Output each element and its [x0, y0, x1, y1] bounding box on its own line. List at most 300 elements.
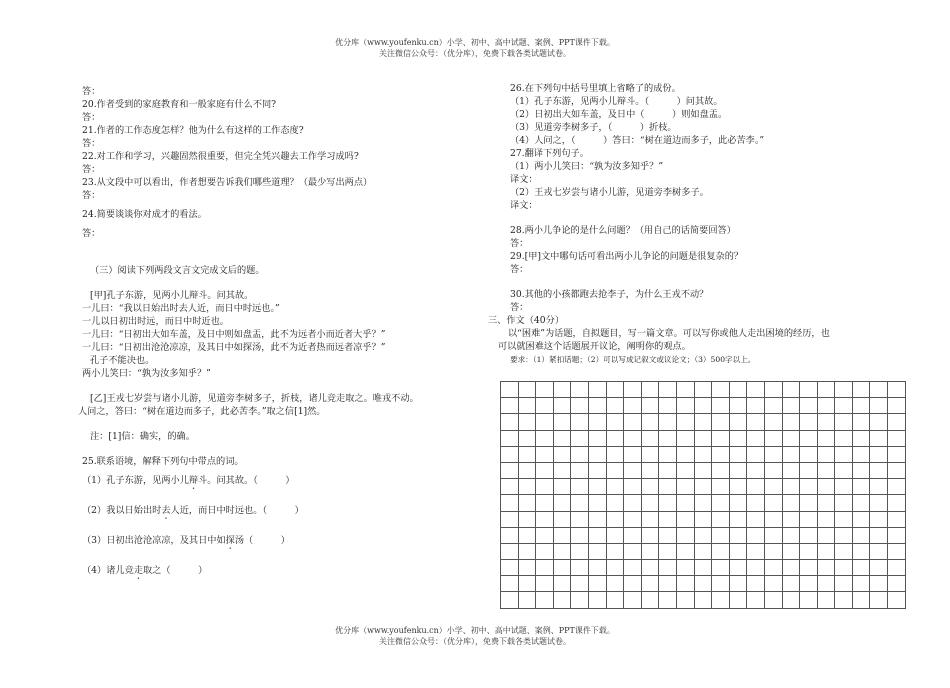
grid-cell[interactable] [835, 543, 853, 559]
grid-cell[interactable] [676, 398, 694, 414]
grid-cell[interactable] [641, 592, 659, 608]
grid-cell[interactable] [588, 398, 606, 414]
grid-cell[interactable] [606, 462, 624, 478]
grid-cell[interactable] [676, 430, 694, 446]
grid-cell[interactable] [676, 495, 694, 511]
grid-cell[interactable] [659, 446, 677, 462]
grid-cell[interactable] [888, 511, 906, 527]
grid-cell[interactable] [870, 592, 888, 608]
grid-cell[interactable] [536, 543, 554, 559]
grid-cell[interactable] [800, 527, 818, 543]
grid-cell[interactable] [835, 398, 853, 414]
grid-cell[interactable] [606, 511, 624, 527]
grid-cell[interactable] [606, 479, 624, 495]
grid-cell[interactable] [817, 543, 835, 559]
grid-cell[interactable] [782, 576, 800, 592]
grid-cell[interactable] [888, 592, 906, 608]
grid-cell[interactable] [852, 495, 870, 511]
grid-cell[interactable] [800, 543, 818, 559]
grid-cell[interactable] [764, 382, 782, 398]
grid-cell[interactable] [712, 560, 730, 576]
grid-cell[interactable] [712, 511, 730, 527]
grid-cell[interactable] [800, 430, 818, 446]
grid-cell[interactable] [800, 446, 818, 462]
grid-cell[interactable] [694, 462, 712, 478]
grid-cell[interactable] [624, 560, 642, 576]
grid-cell[interactable] [676, 462, 694, 478]
grid-cell[interactable] [553, 446, 571, 462]
grid-cell[interactable] [588, 479, 606, 495]
grid-cell[interactable] [536, 511, 554, 527]
grid-cell[interactable] [536, 576, 554, 592]
grid-cell[interactable] [888, 430, 906, 446]
grid-cell[interactable] [888, 479, 906, 495]
grid-cell[interactable] [641, 462, 659, 478]
grid-cell[interactable] [536, 430, 554, 446]
grid-cell[interactable] [588, 430, 606, 446]
grid-cell[interactable] [870, 576, 888, 592]
grid-cell[interactable] [676, 414, 694, 430]
grid-cell[interactable] [800, 414, 818, 430]
grid-cell[interactable] [571, 511, 589, 527]
grid-cell[interactable] [870, 430, 888, 446]
grid-cell[interactable] [888, 543, 906, 559]
grid-cell[interactable] [870, 560, 888, 576]
grid-cell[interactable] [659, 430, 677, 446]
grid-cell[interactable] [852, 560, 870, 576]
grid-cell[interactable] [518, 527, 536, 543]
grid-cell[interactable] [641, 527, 659, 543]
grid-cell[interactable] [835, 382, 853, 398]
grid-cell[interactable] [518, 543, 536, 559]
grid-cell[interactable] [659, 592, 677, 608]
grid-cell[interactable] [518, 414, 536, 430]
grid-cell[interactable] [817, 462, 835, 478]
grid-cell[interactable] [729, 576, 747, 592]
grid-cell[interactable] [659, 511, 677, 527]
grid-cell[interactable] [782, 382, 800, 398]
grid-cell[interactable] [659, 576, 677, 592]
grid-cell[interactable] [729, 430, 747, 446]
grid-cell[interactable] [852, 414, 870, 430]
grid-cell[interactable] [835, 527, 853, 543]
grid-cell[interactable] [870, 462, 888, 478]
grid-cell[interactable] [729, 560, 747, 576]
grid-cell[interactable] [624, 479, 642, 495]
grid-cell[interactable] [536, 462, 554, 478]
grid-cell[interactable] [553, 398, 571, 414]
grid-cell[interactable] [852, 511, 870, 527]
grid-cell[interactable] [624, 414, 642, 430]
grid-cell[interactable] [764, 479, 782, 495]
grid-cell[interactable] [536, 495, 554, 511]
grid-cell[interactable] [606, 382, 624, 398]
grid-cell[interactable] [694, 511, 712, 527]
grid-cell[interactable] [659, 560, 677, 576]
grid-cell[interactable] [729, 495, 747, 511]
grid-cell[interactable] [694, 592, 712, 608]
grid-cell[interactable] [747, 430, 765, 446]
grid-cell[interactable] [588, 511, 606, 527]
grid-cell[interactable] [852, 462, 870, 478]
grid-cell[interactable] [817, 414, 835, 430]
grid-cell[interactable] [782, 398, 800, 414]
grid-cell[interactable] [553, 543, 571, 559]
grid-cell[interactable] [729, 382, 747, 398]
grid-cell[interactable] [782, 462, 800, 478]
grid-cell[interactable] [782, 430, 800, 446]
grid-cell[interactable] [729, 479, 747, 495]
grid-cell[interactable] [712, 382, 730, 398]
grid-cell[interactable] [712, 414, 730, 430]
grid-cell[interactable] [641, 430, 659, 446]
grid-cell[interactable] [817, 511, 835, 527]
grid-cell[interactable] [852, 576, 870, 592]
grid-cell[interactable] [553, 592, 571, 608]
grid-cell[interactable] [553, 527, 571, 543]
grid-cell[interactable] [676, 576, 694, 592]
grid-cell[interactable] [747, 398, 765, 414]
grid-cell[interactable] [501, 511, 519, 527]
grid-cell[interactable] [764, 398, 782, 414]
grid-cell[interactable] [835, 414, 853, 430]
grid-cell[interactable] [729, 414, 747, 430]
grid-cell[interactable] [712, 576, 730, 592]
grid-cell[interactable] [747, 576, 765, 592]
grid-cell[interactable] [676, 592, 694, 608]
grid-cell[interactable] [712, 446, 730, 462]
grid-cell[interactable] [501, 446, 519, 462]
grid-cell[interactable] [676, 479, 694, 495]
grid-cell[interactable] [624, 543, 642, 559]
grid-cell[interactable] [888, 527, 906, 543]
grid-cell[interactable] [712, 479, 730, 495]
grid-cell[interactable] [588, 446, 606, 462]
grid-cell[interactable] [501, 414, 519, 430]
grid-cell[interactable] [747, 543, 765, 559]
grid-cell[interactable] [870, 495, 888, 511]
grid-cell[interactable] [747, 527, 765, 543]
grid-cell[interactable] [641, 511, 659, 527]
grid-cell[interactable] [800, 592, 818, 608]
grid-cell[interactable] [694, 398, 712, 414]
grid-cell[interactable] [817, 430, 835, 446]
grid-cell[interactable] [501, 592, 519, 608]
grid-cell[interactable] [782, 446, 800, 462]
grid-cell[interactable] [588, 462, 606, 478]
grid-cell[interactable] [571, 543, 589, 559]
grid-cell[interactable] [588, 414, 606, 430]
grid-cell[interactable] [659, 479, 677, 495]
grid-cell[interactable] [536, 382, 554, 398]
grid-cell[interactable] [571, 527, 589, 543]
grid-cell[interactable] [641, 576, 659, 592]
grid-cell[interactable] [817, 479, 835, 495]
grid-cell[interactable] [518, 382, 536, 398]
grid-cell[interactable] [782, 592, 800, 608]
grid-cell[interactable] [747, 414, 765, 430]
grid-cell[interactable] [747, 511, 765, 527]
grid-cell[interactable] [782, 560, 800, 576]
grid-cell[interactable] [852, 398, 870, 414]
grid-cell[interactable] [888, 398, 906, 414]
grid-cell[interactable] [553, 576, 571, 592]
grid-cell[interactable] [852, 479, 870, 495]
grid-cell[interactable] [729, 527, 747, 543]
grid-cell[interactable] [518, 592, 536, 608]
grid-cell[interactable] [764, 560, 782, 576]
grid-cell[interactable] [659, 382, 677, 398]
grid-cell[interactable] [800, 462, 818, 478]
grid-cell[interactable] [835, 479, 853, 495]
grid-cell[interactable] [571, 430, 589, 446]
grid-cell[interactable] [588, 382, 606, 398]
grid-cell[interactable] [501, 576, 519, 592]
grid-cell[interactable] [659, 462, 677, 478]
grid-cell[interactable] [712, 462, 730, 478]
grid-cell[interactable] [835, 576, 853, 592]
grid-cell[interactable] [518, 479, 536, 495]
grid-cell[interactable] [694, 543, 712, 559]
grid-cell[interactable] [817, 576, 835, 592]
grid-cell[interactable] [641, 495, 659, 511]
grid-cell[interactable] [518, 446, 536, 462]
grid-cell[interactable] [694, 527, 712, 543]
grid-cell[interactable] [571, 462, 589, 478]
grid-cell[interactable] [782, 479, 800, 495]
grid-cell[interactable] [817, 398, 835, 414]
grid-cell[interactable] [712, 398, 730, 414]
grid-cell[interactable] [624, 527, 642, 543]
grid-cell[interactable] [888, 576, 906, 592]
grid-cell[interactable] [571, 398, 589, 414]
grid-cell[interactable] [606, 430, 624, 446]
grid-cell[interactable] [536, 414, 554, 430]
grid-cell[interactable] [571, 560, 589, 576]
grid-cell[interactable] [571, 495, 589, 511]
grid-cell[interactable] [553, 382, 571, 398]
grid-cell[interactable] [870, 543, 888, 559]
grid-cell[interactable] [641, 479, 659, 495]
grid-cell[interactable] [606, 414, 624, 430]
grid-cell[interactable] [624, 462, 642, 478]
grid-cell[interactable] [835, 511, 853, 527]
grid-cell[interactable] [553, 495, 571, 511]
grid-cell[interactable] [588, 527, 606, 543]
grid-cell[interactable] [659, 495, 677, 511]
grid-cell[interactable] [536, 446, 554, 462]
grid-cell[interactable] [588, 560, 606, 576]
grid-cell[interactable] [624, 576, 642, 592]
grid-cell[interactable] [888, 462, 906, 478]
grid-cell[interactable] [694, 576, 712, 592]
grid-cell[interactable] [835, 560, 853, 576]
grid-cell[interactable] [676, 527, 694, 543]
grid-cell[interactable] [764, 414, 782, 430]
grid-cell[interactable] [553, 479, 571, 495]
grid-cell[interactable] [571, 382, 589, 398]
grid-cell[interactable] [501, 560, 519, 576]
grid-cell[interactable] [729, 511, 747, 527]
grid-cell[interactable] [817, 495, 835, 511]
grid-cell[interactable] [501, 495, 519, 511]
grid-cell[interactable] [870, 446, 888, 462]
grid-cell[interactable] [747, 495, 765, 511]
grid-cell[interactable] [588, 543, 606, 559]
grid-cell[interactable] [782, 543, 800, 559]
grid-cell[interactable] [501, 382, 519, 398]
grid-cell[interactable] [624, 495, 642, 511]
grid-cell[interactable] [694, 414, 712, 430]
grid-cell[interactable] [747, 560, 765, 576]
grid-cell[interactable] [870, 511, 888, 527]
grid-cell[interactable] [553, 560, 571, 576]
grid-cell[interactable] [712, 527, 730, 543]
grid-cell[interactable] [764, 527, 782, 543]
grid-cell[interactable] [694, 446, 712, 462]
grid-cell[interactable] [870, 398, 888, 414]
grid-cell[interactable] [518, 576, 536, 592]
grid-cell[interactable] [729, 398, 747, 414]
grid-cell[interactable] [835, 592, 853, 608]
grid-cell[interactable] [835, 462, 853, 478]
grid-cell[interactable] [606, 495, 624, 511]
grid-cell[interactable] [888, 382, 906, 398]
grid-cell[interactable] [606, 592, 624, 608]
grid-cell[interactable] [817, 560, 835, 576]
grid-cell[interactable] [852, 592, 870, 608]
grid-cell[interactable] [694, 560, 712, 576]
grid-cell[interactable] [712, 543, 730, 559]
grid-cell[interactable] [518, 560, 536, 576]
grid-cell[interactable] [747, 382, 765, 398]
grid-cell[interactable] [641, 560, 659, 576]
grid-cell[interactable] [571, 414, 589, 430]
grid-cell[interactable] [588, 576, 606, 592]
grid-cell[interactable] [782, 414, 800, 430]
grid-cell[interactable] [624, 446, 642, 462]
grid-cell[interactable] [588, 592, 606, 608]
grid-cell[interactable] [571, 446, 589, 462]
grid-cell[interactable] [764, 446, 782, 462]
grid-cell[interactable] [800, 576, 818, 592]
grid-cell[interactable] [518, 462, 536, 478]
grid-cell[interactable] [571, 479, 589, 495]
grid-cell[interactable] [518, 398, 536, 414]
grid-cell[interactable] [659, 398, 677, 414]
grid-cell[interactable] [536, 560, 554, 576]
grid-cell[interactable] [659, 527, 677, 543]
grid-cell[interactable] [518, 495, 536, 511]
grid-cell[interactable] [835, 495, 853, 511]
grid-cell[interactable] [624, 430, 642, 446]
grid-cell[interactable] [764, 592, 782, 608]
grid-cell[interactable] [571, 592, 589, 608]
grid-cell[interactable] [800, 382, 818, 398]
grid-cell[interactable] [764, 430, 782, 446]
grid-cell[interactable] [817, 382, 835, 398]
grid-cell[interactable] [624, 511, 642, 527]
grid-cell[interactable] [764, 495, 782, 511]
grid-cell[interactable] [800, 511, 818, 527]
grid-cell[interactable] [870, 414, 888, 430]
grid-cell[interactable] [536, 527, 554, 543]
grid-cell[interactable] [676, 543, 694, 559]
grid-cell[interactable] [817, 527, 835, 543]
grid-cell[interactable] [553, 462, 571, 478]
grid-cell[interactable] [888, 446, 906, 462]
grid-cell[interactable] [518, 430, 536, 446]
grid-cell[interactable] [518, 511, 536, 527]
grid-cell[interactable] [817, 592, 835, 608]
grid-cell[interactable] [501, 527, 519, 543]
grid-cell[interactable] [501, 462, 519, 478]
grid-cell[interactable] [712, 495, 730, 511]
grid-cell[interactable] [641, 446, 659, 462]
grid-cell[interactable] [536, 479, 554, 495]
grid-cell[interactable] [870, 479, 888, 495]
grid-cell[interactable] [800, 495, 818, 511]
grid-cell[interactable] [870, 382, 888, 398]
grid-cell[interactable] [659, 414, 677, 430]
grid-cell[interactable] [835, 430, 853, 446]
grid-cell[interactable] [553, 430, 571, 446]
grid-cell[interactable] [606, 543, 624, 559]
grid-cell[interactable] [852, 382, 870, 398]
grid-cell[interactable] [870, 527, 888, 543]
grid-cell[interactable] [641, 382, 659, 398]
grid-cell[interactable] [606, 560, 624, 576]
grid-cell[interactable] [764, 462, 782, 478]
grid-cell[interactable] [729, 446, 747, 462]
grid-cell[interactable] [553, 414, 571, 430]
grid-cell[interactable] [676, 382, 694, 398]
grid-cell[interactable] [694, 479, 712, 495]
grid-cell[interactable] [764, 543, 782, 559]
grid-cell[interactable] [501, 430, 519, 446]
grid-cell[interactable] [729, 462, 747, 478]
grid-cell[interactable] [782, 527, 800, 543]
grid-cell[interactable] [676, 446, 694, 462]
grid-cell[interactable] [888, 414, 906, 430]
grid-cell[interactable] [729, 592, 747, 608]
grid-cell[interactable] [624, 592, 642, 608]
grid-cell[interactable] [712, 430, 730, 446]
grid-cell[interactable] [606, 398, 624, 414]
grid-cell[interactable] [817, 446, 835, 462]
grid-cell[interactable] [800, 479, 818, 495]
grid-cell[interactable] [659, 543, 677, 559]
grid-cell[interactable] [641, 398, 659, 414]
grid-cell[interactable] [676, 560, 694, 576]
grid-cell[interactable] [624, 382, 642, 398]
grid-cell[interactable] [676, 511, 694, 527]
grid-cell[interactable] [501, 398, 519, 414]
grid-cell[interactable] [729, 543, 747, 559]
grid-cell[interactable] [747, 446, 765, 462]
grid-cell[interactable] [536, 592, 554, 608]
grid-cell[interactable] [852, 543, 870, 559]
grid-cell[interactable] [782, 511, 800, 527]
grid-cell[interactable] [606, 446, 624, 462]
grid-cell[interactable] [764, 576, 782, 592]
grid-cell[interactable] [852, 446, 870, 462]
grid-cell[interactable] [606, 527, 624, 543]
grid-cell[interactable] [835, 446, 853, 462]
grid-cell[interactable] [888, 495, 906, 511]
grid-cell[interactable] [852, 527, 870, 543]
grid-cell[interactable] [694, 430, 712, 446]
